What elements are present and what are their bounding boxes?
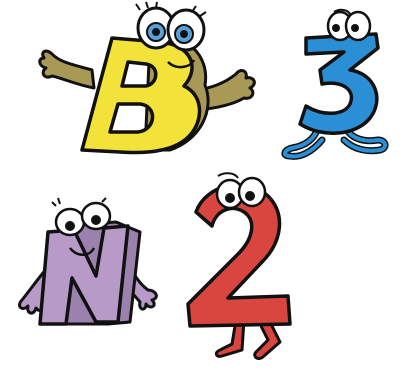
letter-b-character: [40, 2, 255, 153]
three-eyes: [328, 10, 370, 40]
two-digit-shape: [188, 185, 290, 326]
b-letter-shape: [82, 38, 200, 153]
letter-n-character: [20, 198, 157, 324]
number-2-character: [188, 173, 290, 358]
two-eyes: [217, 173, 265, 208]
three-digit-shape: [300, 34, 378, 133]
number-3-character: [285, 10, 385, 157]
b-left-arm: [40, 51, 94, 88]
b-eyes: [136, 2, 206, 50]
